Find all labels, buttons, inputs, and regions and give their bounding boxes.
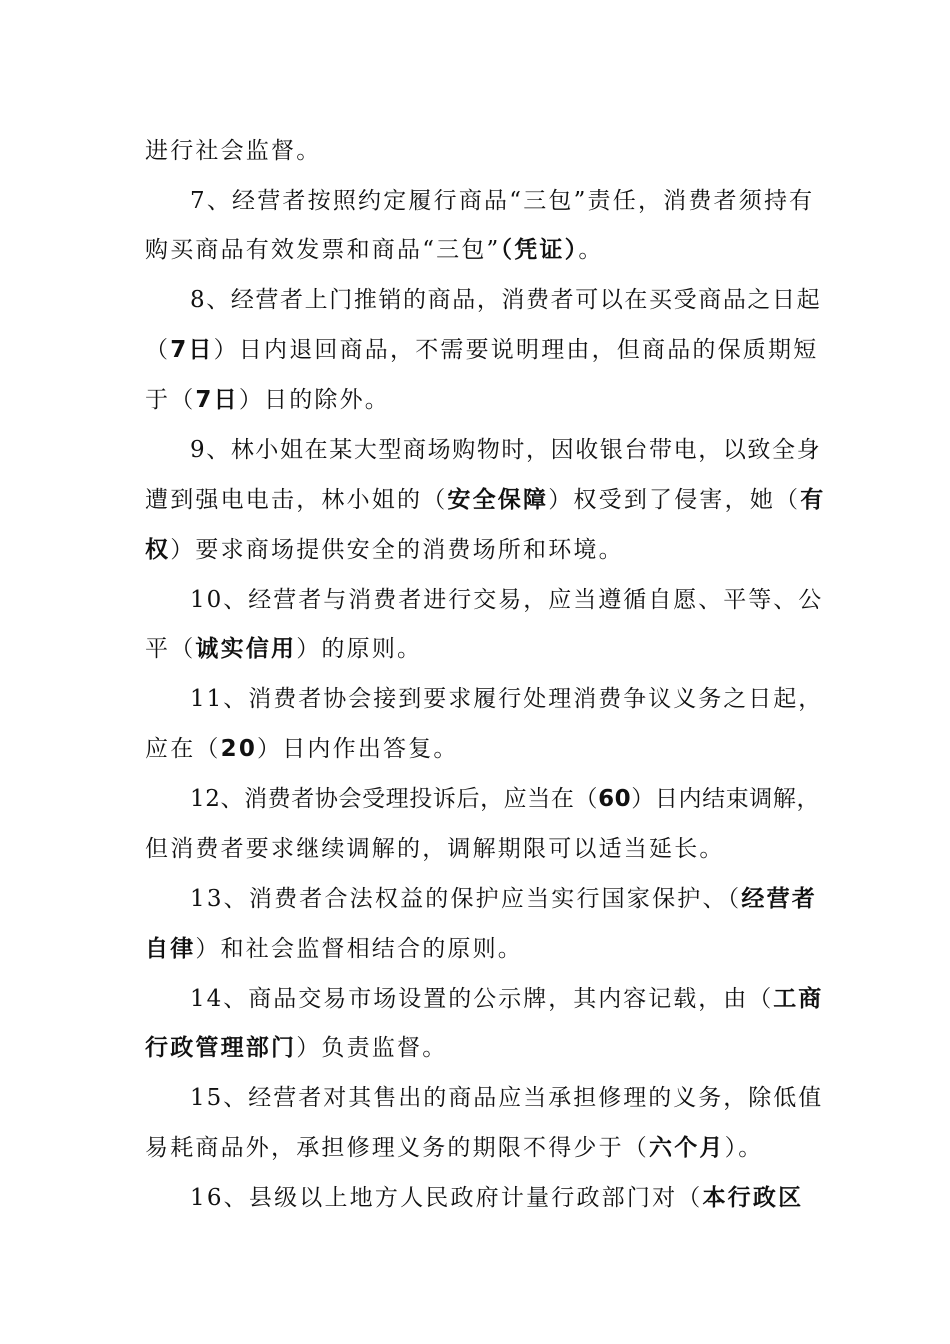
text-span: ）日内退回商品，不需要说明理由，但商品的保质期短: [213, 337, 819, 363]
text-span: 但消费者要求继续调解的，调解期限可以适当延长。: [145, 836, 725, 862]
text-span: ）日的除外。: [238, 387, 391, 413]
text-span: ）日内结束调解，: [631, 786, 821, 812]
text-span: 16、县级以上地方人民政府计量行政部门对（: [190, 1185, 703, 1211]
text-span: 。: [578, 237, 604, 263]
text-span: ）的原则。: [296, 636, 423, 662]
text-span: 应在（: [145, 736, 221, 762]
text-line: [145, 1131, 764, 1165]
text-line: [145, 632, 422, 666]
text-span: ）。: [724, 1135, 764, 1161]
text-line: [190, 184, 814, 218]
answer-span: 7日: [195, 387, 239, 413]
text-span: 7、经营者按照约定履行商品“三包”责任，消费者须持有: [190, 188, 815, 214]
text-span: 遭到强电电击，林小姐的（: [145, 487, 448, 513]
text-span: 平（: [145, 636, 196, 662]
answer-span: 自律: [145, 936, 196, 962]
answer-span: 诚实信用: [195, 636, 297, 662]
text-span: 8、经营者上门推销的商品，消费者可以在买受商品之日起: [190, 287, 822, 313]
text-span: 11、消费者协会接到要求履行处理消费争议义务之日起，: [190, 686, 824, 712]
text-span: 购买商品有效发票和商品“三包”: [145, 237, 501, 263]
text-span: 14、商品交易市场设置的公示牌，其内容记载，由（: [190, 986, 774, 1012]
text-line: [145, 832, 725, 866]
answer-span: 60: [598, 786, 632, 812]
text-span: 易耗商品外，承担修理义务的期限不得少于（: [145, 1135, 649, 1161]
text-span: ）日内作出答复。: [257, 736, 459, 762]
answer-span: 安全保障: [447, 487, 549, 513]
text-line: [190, 782, 820, 816]
text-span: ）负责监督。: [296, 1035, 448, 1061]
answer-span: 有: [800, 487, 826, 513]
text-line: [190, 433, 821, 467]
text-line: [190, 1181, 803, 1215]
text-span: 15、经营者对其售出的商品应当承担修理的义务，除低值: [190, 1085, 824, 1111]
text-line: [145, 732, 459, 766]
text-span: ）要求商场提供安全的消费场所和环境。: [170, 537, 624, 563]
answer-span: 本行政区: [702, 1185, 804, 1211]
answer-span: 权: [145, 537, 171, 563]
answer-span: 行政管理部门: [145, 1035, 297, 1061]
text-span: 于（: [145, 387, 196, 413]
text-span: 10、经营者与消费者进行交易，应当遵循自愿、平等、公: [190, 587, 824, 613]
text-line: [145, 932, 523, 966]
text-line: [190, 1081, 823, 1115]
text-span: （: [145, 337, 171, 363]
text-span: ）和社会监督相结合的原则。: [195, 936, 524, 962]
answer-span: 7日: [170, 337, 214, 363]
text-line: [190, 982, 823, 1016]
text-span: 13、消费者合法权益的保护应当实行国家保护、（: [190, 886, 742, 912]
text-span: 9、林小姐在某大型商场购物时，因收银台带电，以致全身: [190, 437, 822, 463]
text-line: [145, 134, 321, 168]
answer-span: 经营者: [741, 886, 817, 912]
text-line: [190, 583, 823, 617]
answer-span: 工商: [773, 986, 824, 1012]
text-span: 进行社会监督。: [145, 138, 322, 164]
text-line: [190, 283, 821, 317]
answer-span: （凭证）: [500, 237, 579, 263]
text-line: [145, 533, 624, 567]
text-span: 12、消费者协会受理投诉后，应当在（: [190, 786, 599, 812]
text-line: [190, 882, 817, 916]
answer-span: 六个月: [649, 1135, 725, 1161]
text-line: [145, 233, 604, 267]
text-line: [145, 333, 818, 367]
text-line: [145, 383, 390, 417]
text-span: ）权受到了侵害，她（: [548, 487, 801, 513]
text-line: [145, 483, 825, 517]
text-line: [145, 1031, 447, 1065]
text-line: [190, 682, 823, 716]
answer-span: 20: [220, 736, 258, 762]
